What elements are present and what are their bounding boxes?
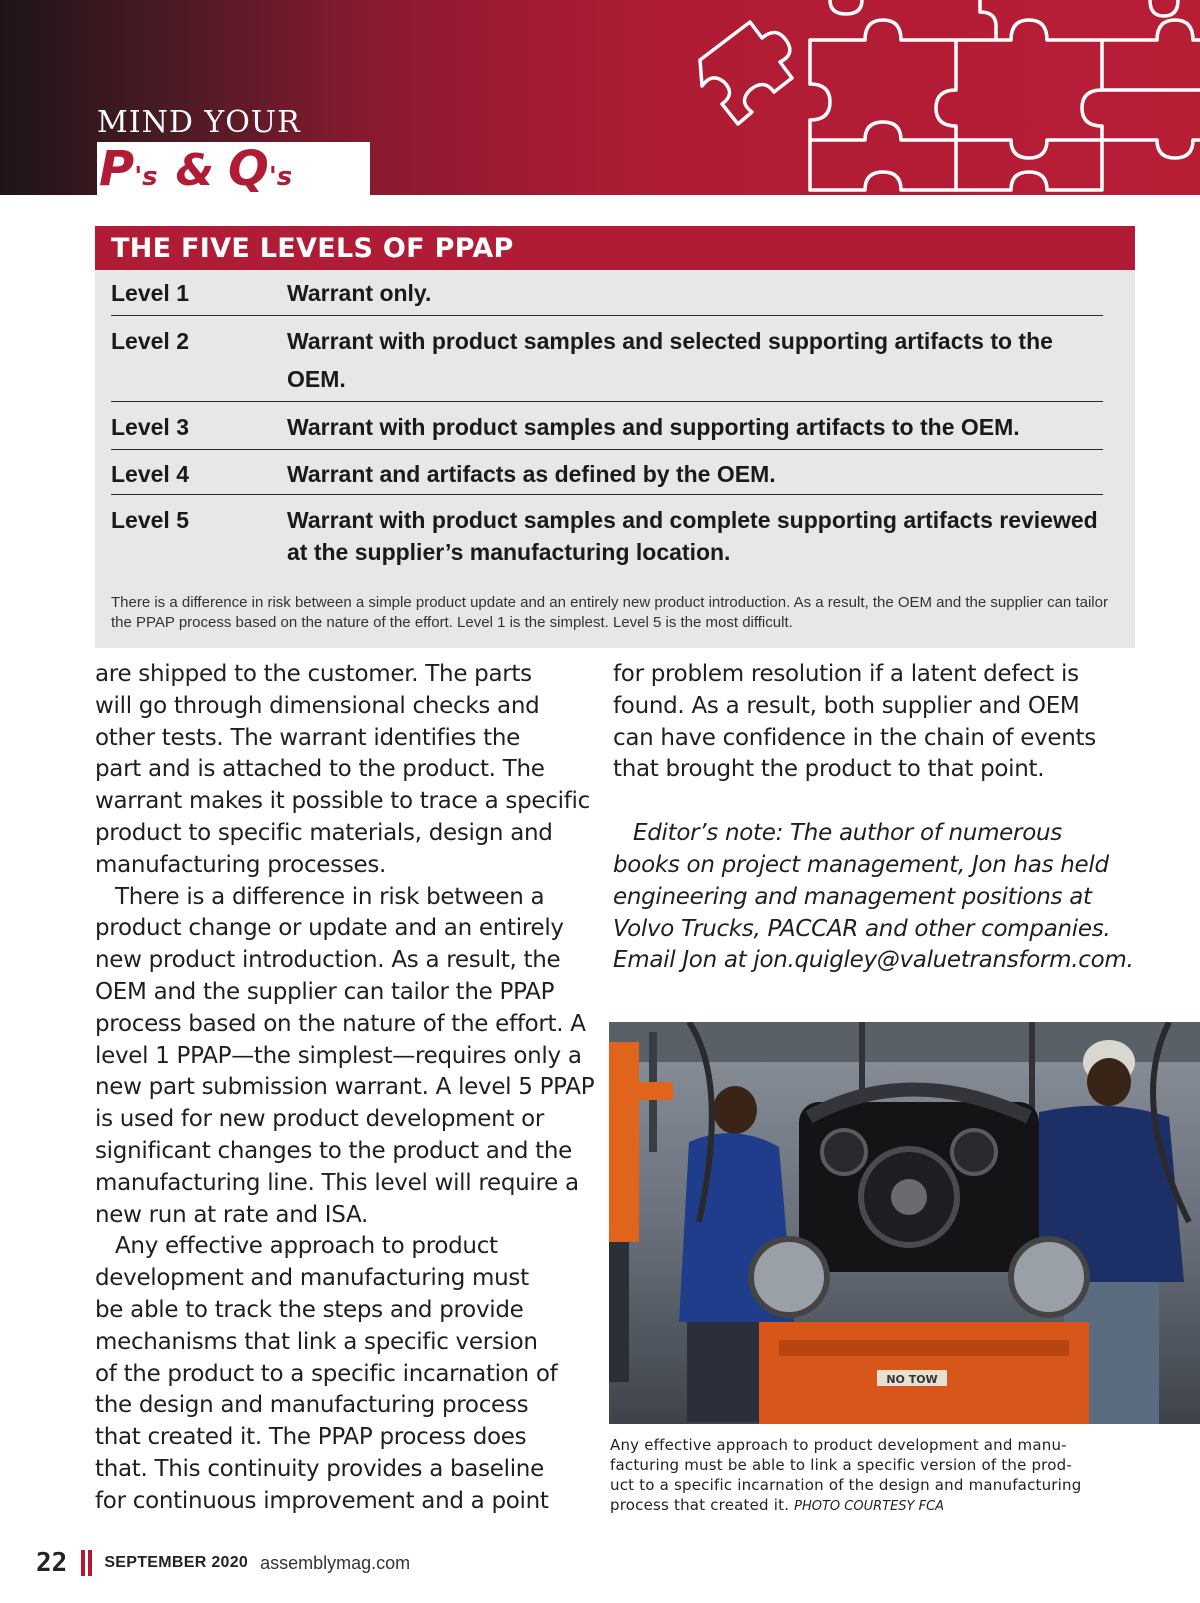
text-line: will go through dimensional checks and: [95, 692, 540, 719]
text-line: part and is attached to the product. The: [95, 756, 545, 783]
text-line: is used for new product development or: [95, 1106, 545, 1133]
level-name: Level 5: [111, 507, 189, 533]
brand-s2: 's: [268, 162, 293, 192]
text-line: product change or update and an entirely: [95, 915, 564, 942]
puzzle-pieces-graphic: [680, 0, 1200, 195]
text-line: of the product to a specific incarnation of: [95, 1360, 558, 1387]
text-line: books on project management, Jon has held: [613, 851, 1109, 878]
photo-credit: PHOTO COURTESY FCA: [794, 1499, 945, 1514]
text-line: development and manufacturing must: [95, 1265, 529, 1292]
divider-bar: [88, 1550, 92, 1576]
page-footer: [36, 1546, 410, 1580]
level-name: Level 3: [111, 414, 189, 440]
level-name: Level 1: [111, 280, 189, 306]
caption-line: process that created it.: [610, 1496, 790, 1514]
header-banner: [0, 0, 1200, 195]
level-description: Warrant with product samples and supporting artifacts to the OEM.: [287, 414, 1020, 440]
text-line: that. This continuity provides a baseline: [95, 1455, 544, 1482]
caption-line: uct to a specific incarnation of the design and manufacturing: [610, 1476, 1082, 1494]
text-line: Email Jon at jon.quigley@valuetransform.com.: [613, 947, 1134, 974]
cart-sign-text: NO TOW: [886, 1373, 938, 1386]
divider-bar: [81, 1550, 85, 1576]
table-footnote: There is a difference in risk between a simple product update and an entirely new product introduction. As a result, the OEM and the supplier can tailor the PPAP process based on the nature of the effort. Level 1 is the simplest. Level 5 is the most difficult.: [111, 594, 1108, 631]
table-row: [111, 322, 1103, 402]
brand-p: P: [99, 141, 135, 195]
text-line: new run at rate and ISA.: [95, 1201, 369, 1228]
assembly-line-photo: [609, 1022, 1200, 1424]
paragraph: [95, 659, 605, 882]
table-row: [111, 455, 1103, 495]
level-description: Warrant with product samples and selected supporting artifacts to the OEM.: [287, 328, 1053, 392]
page-number: 22: [36, 1548, 68, 1578]
caption-line: Any effective approach to product development and manu-: [610, 1436, 1067, 1454]
brand-amp: &: [175, 145, 214, 195]
text-line: mechanisms that link a specific version: [95, 1328, 538, 1355]
level-description: Warrant with product samples and complete supporting artifacts reviewed at the supplier’s manufacturing location.: [287, 507, 1098, 565]
photo-caption: [610, 1435, 1110, 1517]
brand-q: Q: [228, 141, 269, 195]
text-line: product to specific materials, design and: [95, 819, 553, 846]
text-line: the design and manufacturing process: [95, 1392, 529, 1419]
level-description: Warrant only.: [287, 280, 432, 306]
text-line: warrant makes it possible to trace a specific: [95, 788, 590, 815]
text-line: be able to track the steps and provide: [95, 1296, 524, 1323]
text-line: engineering and management positions at: [613, 883, 1092, 910]
caption-line: facturing must be able to link a specific version of the prod-: [610, 1456, 1072, 1474]
text-line: There is a difference in risk between a: [115, 883, 545, 910]
table-title: THE FIVE LEVELS OF PPAP: [95, 226, 1135, 270]
text-line: manufacturing processes.: [95, 851, 387, 878]
text-line: that created it. The PPAP process does: [95, 1424, 527, 1451]
level-name: Level 4: [111, 461, 189, 487]
text-line: manufacturing line. This level will require a: [95, 1169, 579, 1196]
table-row: [111, 408, 1103, 450]
site-name: assemblymag.com: [260, 1552, 411, 1573]
text-line: new product introduction. As a result, the: [95, 947, 561, 974]
engine-assembly-illustration: [609, 1022, 1200, 1424]
body-column-right: [613, 659, 1133, 977]
text-line: other tests. The warrant identifies the: [95, 724, 520, 751]
issue-date: SEPTEMBER 2020: [104, 1554, 249, 1571]
editor-note: [613, 818, 1133, 977]
text-line: Any effective approach to product: [115, 1233, 498, 1260]
level-description: Warrant and artifacts as defined by the OEM.: [287, 461, 776, 487]
table-row: [111, 274, 1103, 316]
brand-title-logo: [97, 142, 370, 195]
brand-title-top: MIND YOUR: [97, 105, 301, 140]
text-line: are shipped to the customer. The parts: [95, 661, 532, 687]
level-name: Level 2: [111, 328, 189, 354]
text-line: can have confidence in the chain of events: [613, 724, 1096, 751]
body-column-left: [95, 659, 605, 1518]
paragraph: [613, 659, 1133, 786]
text-line: for problem resolution if a latent defect is: [613, 661, 1079, 687]
text-line: new part submission warrant. A level 5 PPAP: [95, 1074, 595, 1101]
text-line: significant changes to the product and the: [95, 1137, 572, 1164]
text-line: process based on the nature of the effort. A: [95, 1010, 586, 1037]
text-line: that brought the product to that point.: [613, 756, 1045, 783]
paragraph: [95, 882, 605, 1232]
text-line: Volvo Trucks, PACCAR and other companies.: [613, 915, 1111, 942]
brand-s1: 's: [134, 162, 158, 192]
text-line: OEM and the supplier can tailor the PPAP: [95, 978, 555, 1005]
paragraph: [95, 1231, 605, 1517]
text-line: Editor’s note: The author of numerous: [633, 820, 1062, 847]
text-line: level 1 PPAP—the simplest—requires only a: [95, 1042, 582, 1069]
text-line: for continuous improvement and a point: [95, 1487, 549, 1514]
ppap-levels-table: [95, 226, 1135, 648]
table-row: [111, 500, 1103, 580]
text-line: found. As a result, both supplier and OEM: [613, 692, 1080, 719]
